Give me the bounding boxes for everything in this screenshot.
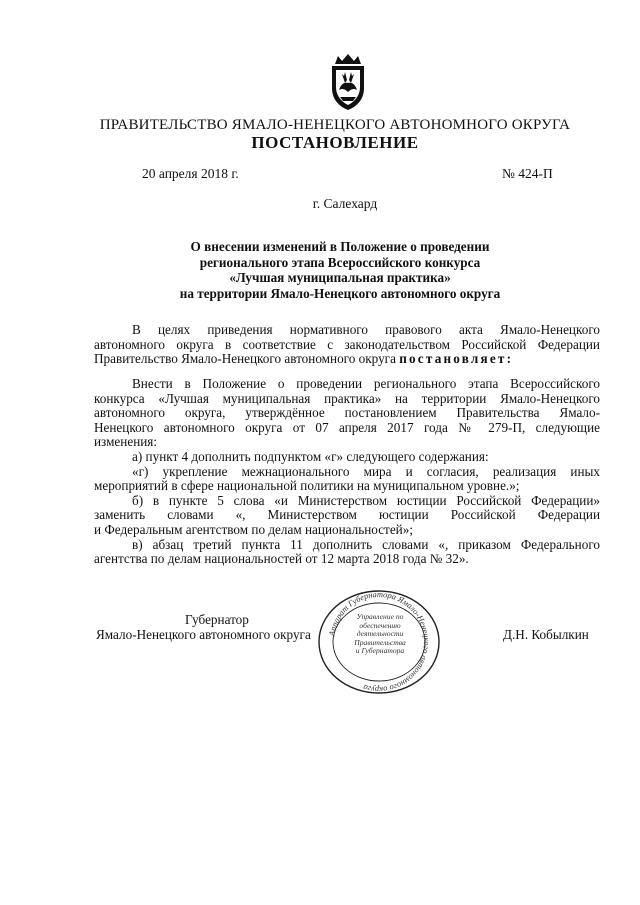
body-line: заменить словами «, Министерством юстиции Российской Федерации bbox=[94, 507, 600, 523]
stamp-center bbox=[348, 613, 412, 656]
title-line: О внесении изменений в Положение о проведении bbox=[190, 239, 490, 254]
preamble-line bbox=[94, 352, 600, 367]
body-line: и Федеральным агентством по делам национальностей»; bbox=[94, 521, 413, 537]
body-line: мероприятий в сфере национальной политики на муниципальном уровне.»; bbox=[94, 478, 520, 494]
stamp-ring-text: Аппарат Губернатора Ямало-Ненецкого автономного округа bbox=[327, 589, 432, 695]
body-line: агентства по делам национальностей от 12 марта 2018 года № 32». bbox=[94, 551, 469, 567]
title-line: «Лучшая муниципальная практика» bbox=[229, 270, 451, 285]
coat-of-arms-icon bbox=[323, 50, 373, 112]
stamp-line: Управление по bbox=[356, 612, 404, 621]
document-title bbox=[100, 239, 580, 301]
title-line: регионального этапа Всероссийского конкурса bbox=[199, 254, 481, 270]
stamp-line: обеспечению bbox=[359, 620, 401, 630]
stamp-line: и Губернатора bbox=[355, 646, 405, 656]
title-line: на территории Ямало-Ненецкого автономного округа bbox=[179, 285, 501, 301]
amendments-section bbox=[94, 377, 600, 567]
signer-title: Губернатор bbox=[185, 612, 249, 627]
signer-name: Д.Н. Кобылкин bbox=[503, 627, 589, 642]
preamble-paragraph bbox=[94, 323, 600, 367]
government-name: ПРАВИТЕЛЬСТВО ЯМАЛО-НЕНЕЦКОГО АВТОНОМНОГО ОКРУГА bbox=[99, 117, 571, 133]
body-line: в) абзац третий пункта 11 дополнить словами «, приказом Федерального bbox=[132, 536, 600, 552]
preamble-line: В целях приведения нормативного правового акта Ямало-Ненецкого bbox=[132, 322, 600, 337]
document-type: ПОСТАНОВЛЕНИЕ bbox=[251, 133, 419, 152]
document-city: г. Салехард bbox=[312, 196, 378, 211]
body-line: Внести в Положение о проведении регионального этапа Всероссийского bbox=[132, 376, 600, 391]
preamble-line: автономного округа в соответствие с законодательством Российской Федерации bbox=[94, 336, 600, 352]
body-line: автономного округа, утверждённое постановлением Правительства Ямало- bbox=[94, 405, 600, 421]
body-line: Ненецкого автономного округа от 07 апреля 2017 года № 279-П, следующие bbox=[94, 419, 600, 435]
body-line: а) пункт 4 дополнить подпунктом «г» следующего содержания: bbox=[132, 448, 489, 464]
preamble-government: Правительство Ямало-Ненецкого автономного округа bbox=[94, 351, 396, 367]
document-number: № 424-П bbox=[502, 166, 553, 181]
body-line: б) в пункте 5 слова «и Министерством юстиции Российской Федерации» bbox=[132, 492, 600, 508]
signer-organization: Ямало-Ненецкого автономного округа bbox=[96, 627, 311, 642]
document-date: 20 апреля 2018 г. bbox=[142, 166, 239, 181]
body-line: конкурса «Лучшая муниципальная практика» на территории Ямало-Ненецкого bbox=[94, 390, 600, 406]
stamp-line: деятельности bbox=[356, 629, 404, 639]
body-line: «г) укрепление межнационального мира и согласия, реализация иных bbox=[132, 463, 600, 479]
stamp-line: Правительства bbox=[354, 637, 406, 647]
body-line: изменения: bbox=[94, 434, 158, 450]
resolves-word: постановляет: bbox=[399, 351, 514, 367]
